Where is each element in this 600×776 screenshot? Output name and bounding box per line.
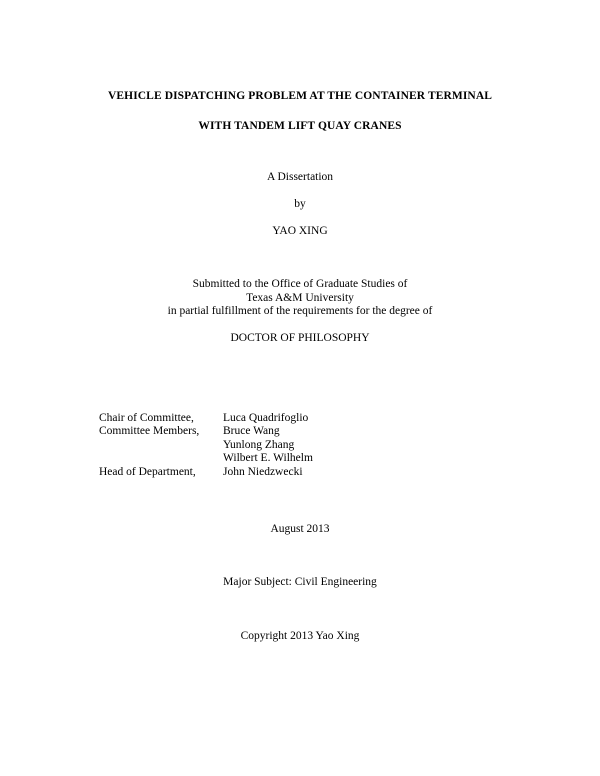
committee-role: Chair of Committee, [99, 412, 194, 424]
document-type: A Dissertation [266, 171, 334, 183]
committee-block [99, 412, 313, 479]
degree: DOCTOR OF PHILOSOPHY [230, 332, 370, 344]
committee-names [223, 425, 313, 465]
committee-row-chair [99, 412, 313, 425]
submission-line-3: in partial fulfillment of the requirements for the degree of [167, 305, 433, 317]
committee-member: Bruce Wang [223, 425, 280, 438]
committee-member: Yunlong Zhang [223, 438, 295, 451]
submission-line-1: Submitted to the Office of Graduate Studies of [192, 278, 408, 290]
committee-member: Luca Quadrifoglio [223, 412, 309, 424]
copyright: Copyright 2013 Yao Xing [240, 630, 360, 642]
title-line-1: VEHICLE DISPATCHING PROBLEM AT THE CONTAINER TERMINAL [107, 90, 492, 102]
committee-row-head [99, 466, 313, 479]
committee-member: Wilbert E. Wilhelm [223, 452, 313, 465]
submission-line-2: Texas A&M University [246, 292, 354, 304]
committee-role: Head of Department, [99, 465, 196, 478]
committee-names [223, 412, 308, 425]
date: August 2013 [270, 523, 330, 535]
committee-row-members [99, 425, 313, 465]
committee-role: Committee Members, [99, 425, 200, 438]
title-line-2: WITH TANDEM LIFT QUAY CRANES [198, 120, 402, 132]
by-label: by [294, 198, 306, 210]
committee-names [223, 466, 303, 479]
major-subject: Major Subject: Civil Engineering [223, 576, 377, 588]
author-name: YAO XING [272, 225, 328, 237]
committee-member: John Niedzwecki [223, 465, 303, 478]
